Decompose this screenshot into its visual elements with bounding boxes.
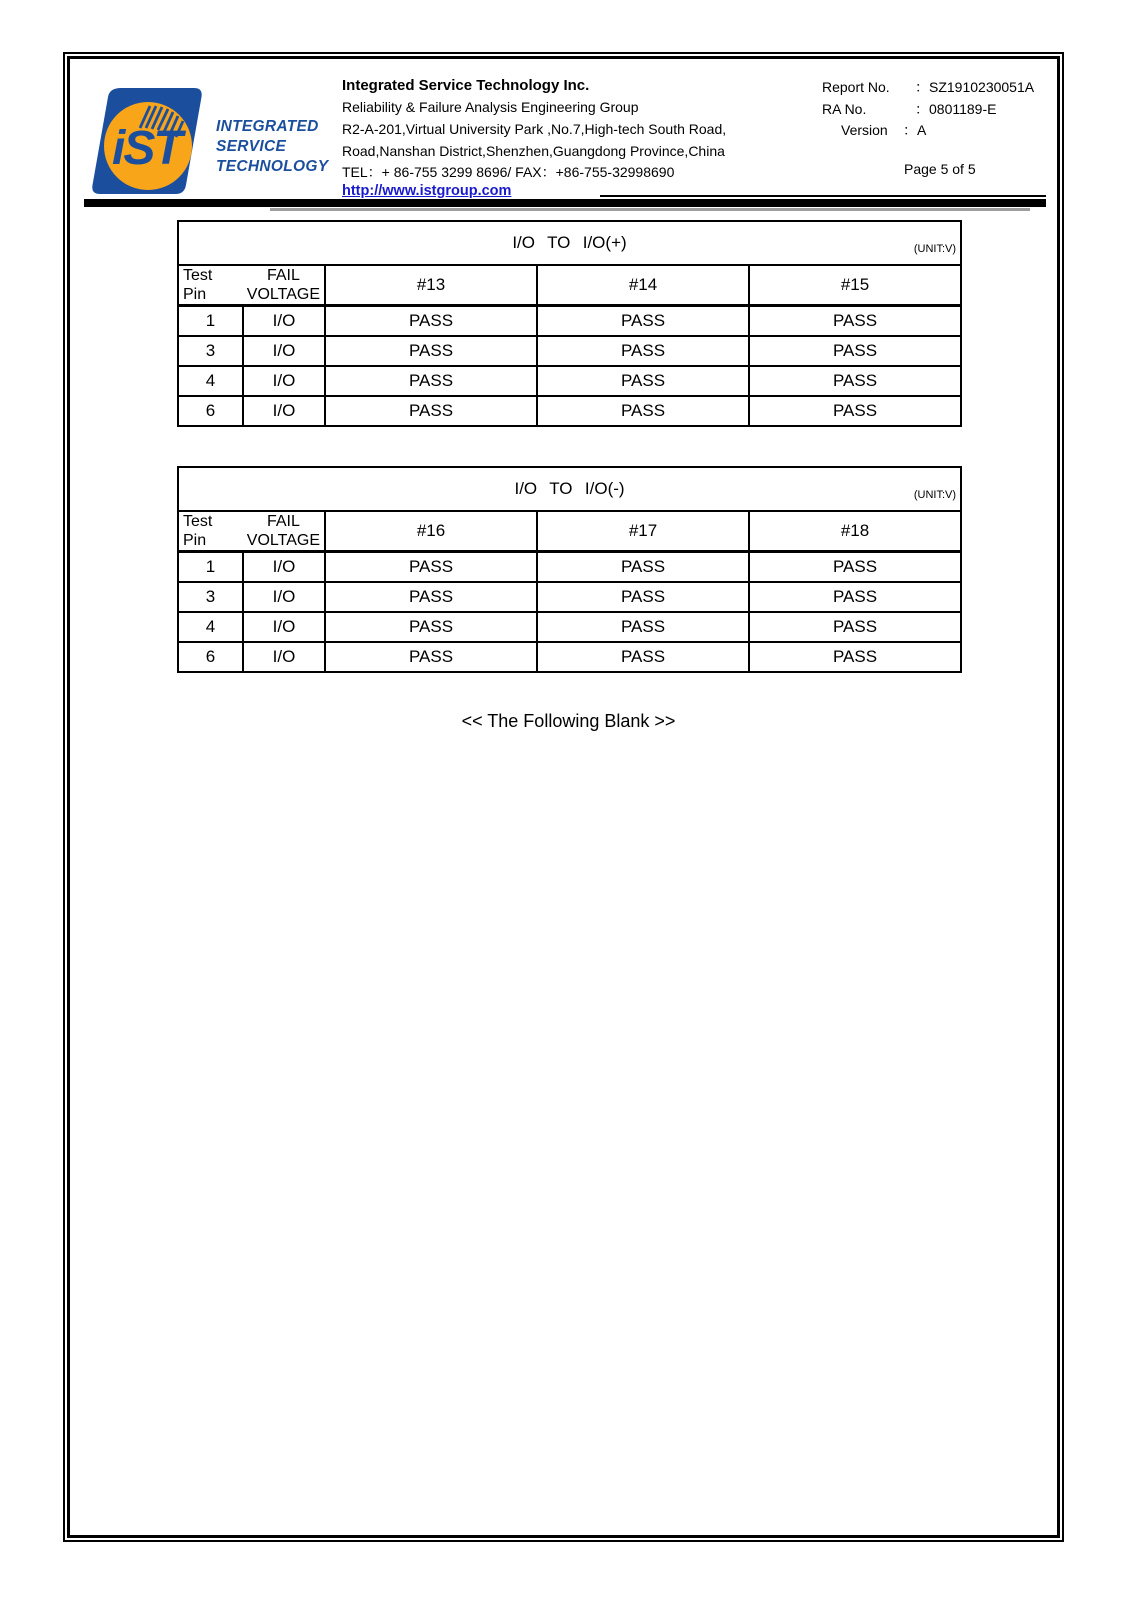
table-row: [178, 336, 961, 366]
header-divider-thin-line: [600, 195, 1046, 197]
test-pin-fail-voltage-header: [178, 265, 325, 306]
table-row: [178, 582, 961, 612]
page-frame: [63, 52, 1064, 1542]
sample-column-header: #14: [537, 265, 749, 306]
voltage-cell: I/O: [243, 612, 325, 642]
result-cell: PASS: [537, 642, 749, 672]
brand-name: [216, 117, 351, 177]
test-pin-header: [179, 512, 243, 550]
table-unit: (UNIT:V): [913, 489, 957, 501]
ist-logo: [84, 85, 210, 198]
ra-no-row: [822, 99, 1052, 121]
voltage-cell: I/O: [243, 582, 325, 612]
logo-monogram: iST: [112, 122, 181, 175]
version-value: A: [917, 122, 927, 138]
result-cell: PASS: [325, 552, 537, 582]
pin-label: Pin: [183, 532, 207, 549]
table-row: [178, 612, 961, 642]
version-row: [822, 120, 1052, 142]
header-divider-shadow: [270, 208, 1030, 211]
test-pin-fail-voltage-header: [178, 511, 325, 552]
sample-column-header: #16: [325, 511, 537, 552]
fail-label: FAIL: [266, 267, 300, 284]
io-table-negative: [177, 466, 962, 673]
company-address-line1: R2-A-201,Virtual University Park ,No.7,High-tech South Road,: [342, 121, 727, 137]
pin-cell: 1: [178, 552, 243, 582]
pin-cell: 4: [178, 612, 243, 642]
page-frame-inner: [67, 56, 1060, 1538]
ra-no-label: RA No.: [822, 100, 867, 117]
company-group: Reliability & Failure Analysis Engineering Group: [342, 99, 639, 115]
voltage-cell: I/O: [243, 306, 325, 336]
result-cell: PASS: [749, 642, 961, 672]
table-row: [178, 642, 961, 672]
voltage-cell: I/O: [243, 336, 325, 366]
result-cell: PASS: [325, 366, 537, 396]
company-tel-fax: TEL：+ 86-755 3299 8696/ FAX：+86-755-32998690: [342, 164, 675, 180]
company-address-line2: Road,Nanshan District,Shenzhen,Guangdong Province,China: [342, 143, 725, 159]
table-title-row: [178, 221, 961, 265]
result-cell: PASS: [537, 396, 749, 426]
result-cell: PASS: [749, 582, 961, 612]
header-divider-bar: [84, 199, 1046, 207]
version-colon: ：: [903, 122, 917, 138]
result-cell: PASS: [749, 306, 961, 336]
result-cell: PASS: [537, 336, 749, 366]
brand-line-technology: TECHNOLOGY: [216, 158, 329, 175]
result-cell: PASS: [537, 582, 749, 612]
result-cell: PASS: [749, 396, 961, 426]
page-number: Page 5 of 5: [904, 160, 976, 177]
result-cell: PASS: [537, 306, 749, 336]
pin-cell: 3: [178, 582, 243, 612]
result-cell: PASS: [749, 336, 961, 366]
report-no-colon: ：: [915, 79, 929, 95]
following-blank-note: << The Following Blank >>: [461, 711, 676, 731]
brand-line-service: SERVICE: [216, 138, 287, 155]
brand-line-integrated: INTEGRATED: [216, 118, 319, 135]
result-cell: PASS: [325, 612, 537, 642]
table-title: I/O TO I/O(+): [512, 233, 627, 252]
io-table-positive: [177, 220, 962, 427]
fail-voltage-header: [243, 266, 324, 304]
sample-column-header: #18: [749, 511, 961, 552]
sample-column-header: #15: [749, 265, 961, 306]
pin-cell: 3: [178, 336, 243, 366]
sample-column-header: #17: [537, 511, 749, 552]
result-cell: PASS: [537, 612, 749, 642]
ra-no-colon: ：: [915, 100, 929, 117]
voltage-cell: I/O: [243, 642, 325, 672]
pin-cell: 6: [178, 642, 243, 672]
fail-voltage-header: [243, 512, 324, 550]
report-no-value: SZ1910230051A: [929, 79, 1035, 95]
company-info: [342, 76, 807, 200]
website-link[interactable]: http://www.istgroup.com: [342, 183, 512, 199]
table-title-row: [178, 467, 961, 511]
version-label: Version: [841, 122, 888, 138]
result-cell: PASS: [325, 336, 537, 366]
result-cell: PASS: [325, 582, 537, 612]
pin-label: Pin: [183, 286, 207, 303]
company-name: Integrated Service Technology Inc.: [342, 77, 590, 94]
voltage-cell: I/O: [243, 396, 325, 426]
report-no-label: Report No.: [822, 79, 890, 95]
table-title: I/O TO I/O(-): [514, 479, 625, 498]
table-row: [178, 306, 961, 336]
pin-cell: 4: [178, 366, 243, 396]
voltage-label: VOLTAGE: [246, 286, 320, 303]
fail-label: FAIL: [266, 513, 300, 530]
table-row: [178, 396, 961, 426]
result-cell: PASS: [325, 642, 537, 672]
test-label: Test: [183, 513, 213, 530]
voltage-label: VOLTAGE: [246, 532, 320, 549]
pin-cell: 6: [178, 396, 243, 426]
table-header-row: [178, 265, 961, 306]
report-info: [822, 77, 1052, 180]
result-cell: PASS: [749, 552, 961, 582]
voltage-cell: I/O: [243, 552, 325, 582]
table-row: [178, 366, 961, 396]
result-cell: PASS: [749, 612, 961, 642]
result-cell: PASS: [537, 366, 749, 396]
test-pin-header: [179, 266, 243, 304]
table-row: [178, 552, 961, 582]
table-unit: (UNIT:V): [913, 243, 957, 255]
ra-no-value: 0801189-E: [929, 100, 997, 117]
result-cell: PASS: [325, 396, 537, 426]
report-no-row: [822, 77, 1052, 99]
result-cell: PASS: [537, 552, 749, 582]
sample-column-header: #13: [325, 265, 537, 306]
voltage-cell: I/O: [243, 366, 325, 396]
result-cell: PASS: [325, 306, 537, 336]
table-header-row: [178, 511, 961, 552]
test-label: Test: [183, 267, 213, 284]
pin-cell: 1: [178, 306, 243, 336]
result-cell: PASS: [749, 366, 961, 396]
